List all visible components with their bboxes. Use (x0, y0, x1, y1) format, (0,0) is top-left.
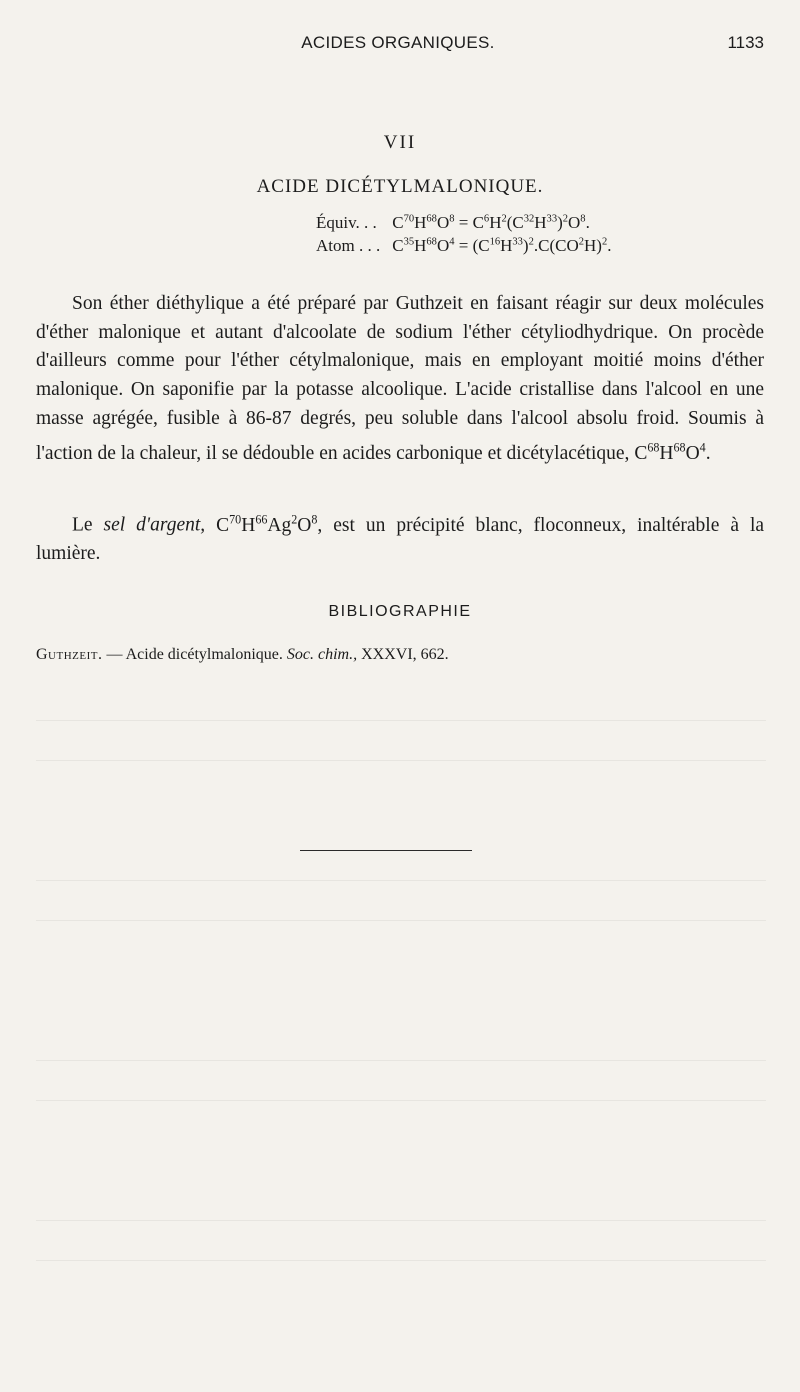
bleed-through-line (36, 760, 766, 761)
formula-equiv (316, 213, 590, 233)
formula-equiv-label: Équiv. . . (316, 213, 377, 232)
running-header (0, 33, 800, 57)
bibliography-author: Guthzeit. (36, 646, 103, 663)
paragraph-2-term: sel d'argent, (103, 514, 206, 536)
paragraph-2-rest: $C^{70}H^{66}Ag^2O^8$, est un précipité blanc, floconneux, inaltérable à la lumière. (36, 512, 765, 565)
section-title: ACIDE DICÉTYLMALONIQUE. (256, 176, 544, 197)
page-number: 1133 (727, 33, 764, 52)
formula-atom-label: Atom . . . (316, 236, 381, 255)
bleed-through-line (36, 1060, 766, 1061)
formula-atom (316, 236, 611, 256)
body-paragraph-2 (36, 505, 764, 569)
bleed-through-line (36, 880, 766, 881)
bleed-through-line (36, 1100, 766, 1101)
bibliography-journal: Soc. chim., (286, 646, 358, 663)
paragraph-2-intro: Le (72, 514, 93, 536)
bleed-through-line (36, 1220, 766, 1221)
paragraph-1-text: Son éther diéthylique a été préparé par Guthzeit en faisant réagir sur deux molécules d'éther malonique et autant d'alcoolate de sodium l'éther cétyliodhydrique. On procède d'ailleurs comme pour l'éther cétylmalonique, mais en employant moitié moins d'éther malonique. On saponifie par la potasse alcoolique. L'acide cristallise dans l'alcool en une masse agrégée, fusible à 86-87 degrés, peu soluble dans l'alcool absolu froid. Soumis à l'action de la chaleur, il se dédouble en acides carbonique et dicétylacétique, $C^{68}H^{68}O^4$. (36, 293, 764, 465)
section-divider (300, 850, 472, 851)
formula-equiv-value: $C^{70}H^{68}O^8 = C^6H^2(C^{32}H^{33})^2O^8$. (392, 213, 590, 232)
running-title: ACIDES ORGANIQUES. (301, 33, 495, 52)
bibliography-reference: XXXVI, 662. (357, 646, 449, 663)
body-paragraph-1 (36, 290, 764, 469)
section-number: VII (383, 132, 417, 153)
bleed-through-line (36, 720, 766, 721)
bibliography-title: — Acide dicétylmalonique. (102, 646, 283, 663)
bibliography-heading: BIBLIOGRAPHIE (328, 603, 472, 620)
formula-atom-value: $C^{35}H^{68}O^4 = (C^{16}H^{33})^2.C(CO^2H)^2$. (392, 236, 612, 255)
bleed-through-line (36, 1260, 766, 1261)
bleed-through-line (36, 920, 766, 921)
bibliography-entry (36, 646, 764, 664)
